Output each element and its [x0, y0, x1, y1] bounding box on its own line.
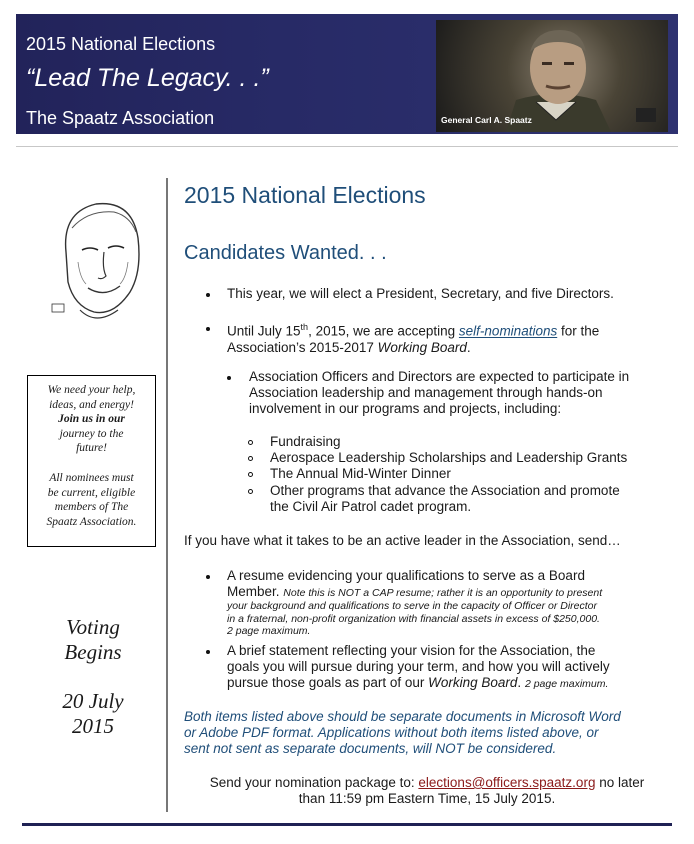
banner-slogan: “Lead The Legacy. . .”	[26, 64, 269, 92]
header-banner	[16, 14, 678, 134]
bullet-icon	[206, 650, 210, 654]
general-spaatz-photo	[436, 20, 668, 132]
list-item: Association Officers and Directors are expected to participate in Association leadership and management through hands-on involvement in our programs and projects, including:	[249, 369, 630, 416]
bullet-icon	[206, 327, 210, 331]
help-note-box	[27, 375, 156, 547]
list-item: The Annual Mid-Winter Dinner	[270, 466, 451, 481]
self-nominations-link[interactable]: self-nominations	[458, 323, 558, 339]
send-intro: If you have what it takes to be an active leader in the Association, send…	[184, 533, 621, 548]
note-line: Spaatz Association.	[46, 515, 137, 528]
photo-caption: General Carl A. Spaatz	[441, 115, 532, 125]
list-item: Until July 15th, 2015, we are accepting self-nominations for the Association’s 2015-2017 Working Board.	[227, 322, 600, 355]
format-notice: Both items listed above should be separate documents in Microsoft Word or Adobe PDF format. Applications without both items listed above, or sent not sent as separate documents, will NOT be considered.	[184, 709, 621, 756]
circle-bullet-icon	[248, 472, 253, 477]
list-item: A resume evidencing your qualifications to serve as a Board Member. Note this is NOT a CAP resume; rather it is an opportunity to present your background and qualifications to serve in the capacity of Officer or Director in a fraternal, non-profit organization with financial assets in excess of $250,000. 2 page maximum.	[227, 568, 603, 638]
voting-line: Begins	[64, 640, 122, 664]
list-item: Other programs that advance the Association and promote the Civil Air Patrol cadet program.	[270, 483, 620, 514]
section-heading: Candidates Wanted. . .	[184, 242, 387, 264]
banner-organization: The Spaatz Association	[26, 108, 215, 128]
bullet-icon	[227, 376, 231, 380]
bullet-icon	[206, 293, 210, 297]
spaatz-sketch-icon	[48, 192, 150, 330]
note-line: journey to the	[59, 427, 124, 440]
note-line: All nominees must	[49, 471, 134, 484]
list-item: Fundraising	[270, 434, 341, 449]
list-item: Aerospace Leadership Scholarships and Leadership Grants	[270, 450, 628, 465]
circle-bullet-icon	[248, 440, 253, 445]
list-item: A brief statement reflecting your vision for the Association, the goals you will pursue during your term, and how you will actively pursue those goals as part of our Working Board. 2 page maximum.	[227, 643, 610, 690]
voting-line: 20 July	[62, 689, 124, 713]
footer-divider	[22, 823, 672, 826]
voting-line: Voting	[66, 615, 120, 639]
bullet-icon	[206, 575, 210, 579]
note-line: be current, eligible	[47, 486, 136, 499]
page-title: 2015 National Elections	[184, 182, 426, 208]
voting-date	[30, 615, 156, 739]
header-divider	[16, 146, 678, 147]
note-line: Join us in our	[58, 413, 125, 426]
column-divider	[166, 178, 168, 812]
note-line: future!	[76, 442, 107, 455]
circle-bullet-icon	[248, 489, 253, 494]
note-line: members of The	[54, 501, 129, 514]
elections-email-link[interactable]: elections@officers.spaatz.org	[418, 775, 596, 790]
circle-bullet-icon	[248, 456, 253, 461]
list-item: This year, we will elect a President, Secretary, and five Directors.	[227, 286, 614, 301]
voting-line: 2015	[72, 714, 114, 738]
note-line: ideas, and energy!	[49, 398, 134, 411]
note-line: We need your help,	[47, 384, 136, 396]
submission-instructions: Send your nomination package to: elections@officers.spaatz.org no later than 11:59 pm Eastern Time, 15 July 2015.	[209, 775, 645, 806]
banner-title: 2015 National Elections	[26, 34, 216, 54]
